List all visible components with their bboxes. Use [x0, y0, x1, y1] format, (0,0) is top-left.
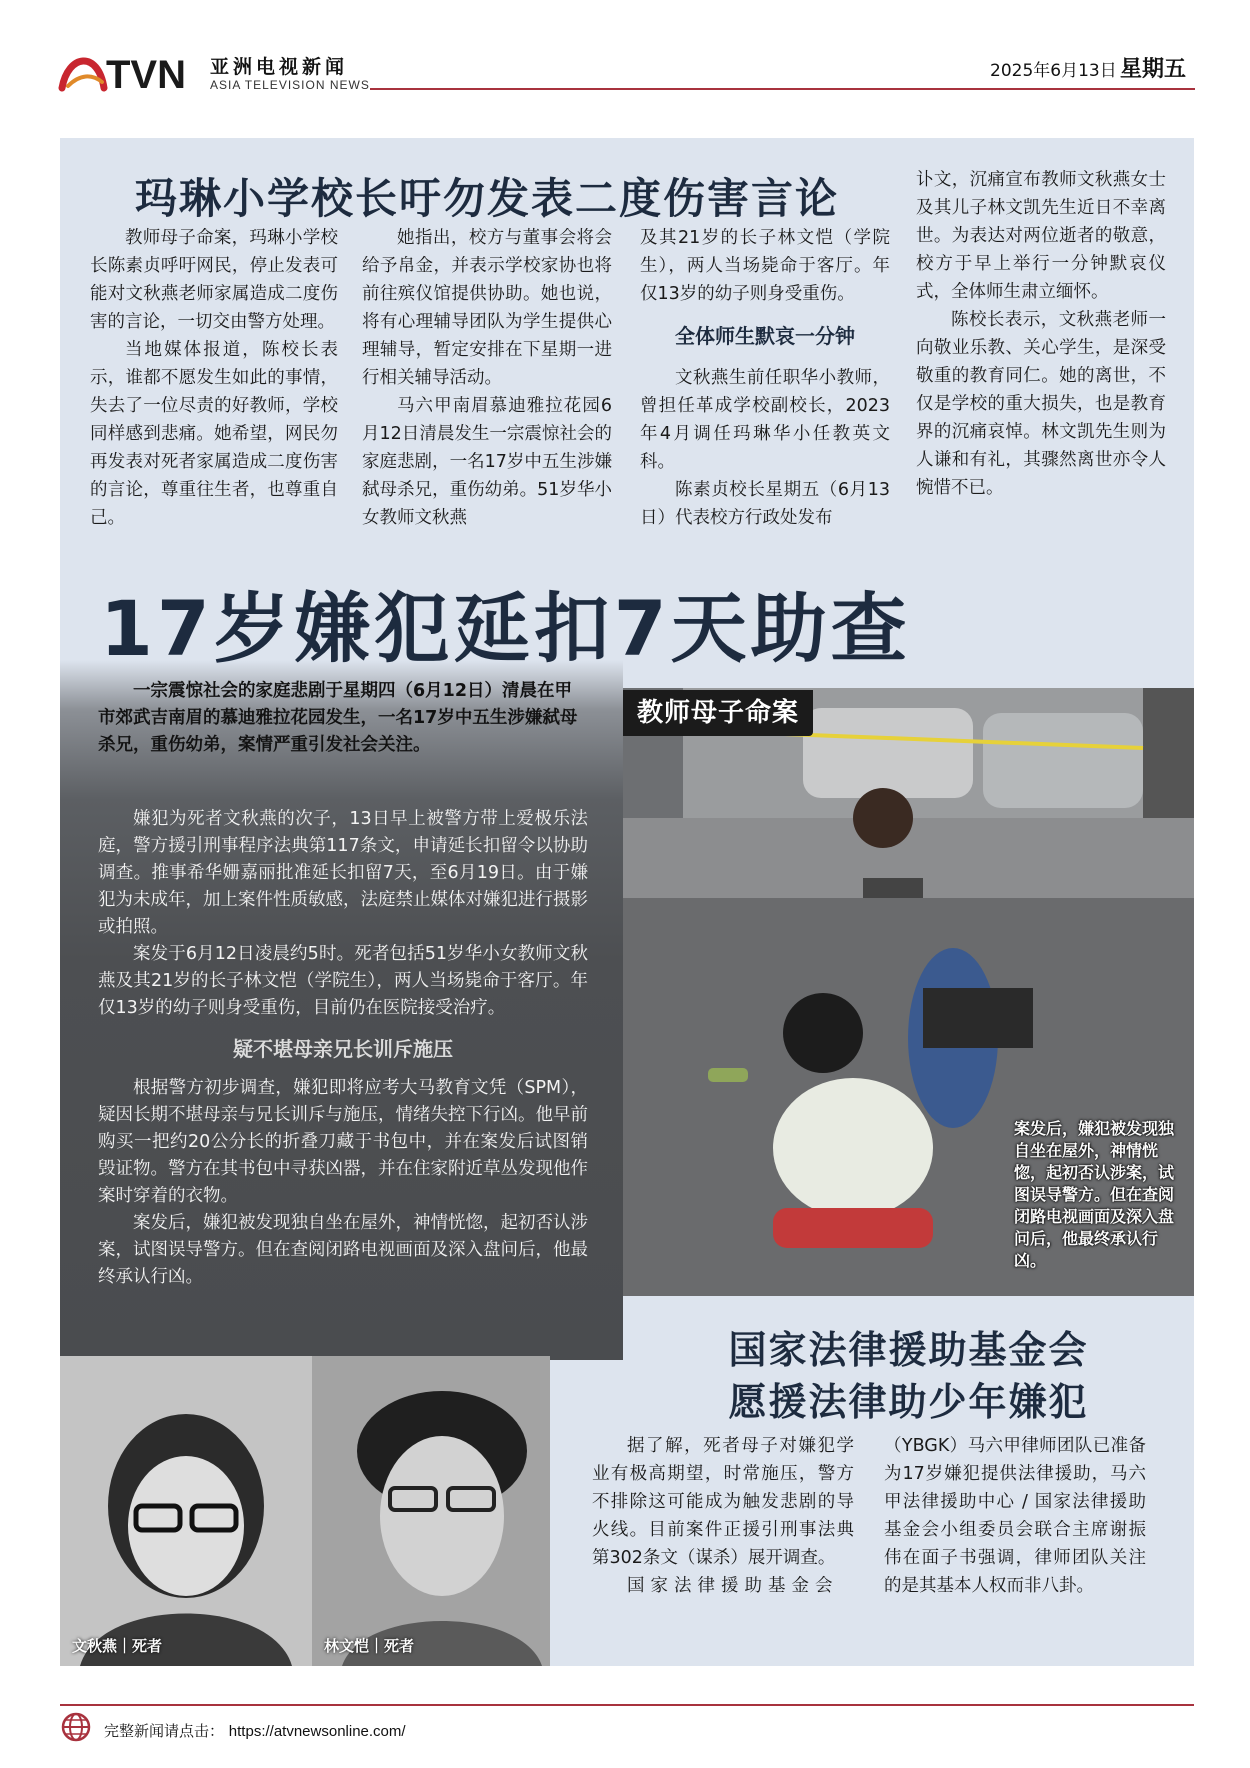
article3-column-1 — [592, 1432, 854, 1600]
article1-column-2 — [362, 224, 612, 532]
article2-body — [98, 806, 588, 1291]
article1-column-1 — [90, 224, 338, 532]
paragraph: 陈素贞校长星期五（6月13日）代表校方行政处发布 — [640, 480, 890, 528]
footer-prompt: 完整新闻请点击： — [104, 1722, 225, 1740]
paragraph: 根据警方初步调查，嫌犯即将应考大马教育文凭（SPM），疑因长期不堪母亲与兄长训斥与施压，情绪失控下行凶。他早前购买一把约20公分长的折叠刀藏于书包中，并在案发后试图销毁证物。警方在其书包中寻获凶器，并在住家附近草丛发现他作案时穿着的衣物。 — [98, 1078, 588, 1206]
paragraph: 案发于6月12日凌晨约5时。死者包括51岁华小女教师文秋燕及其21岁的长子林文恺（学院生），两人当场毙命于客厅。年仅13岁的幼子则身受重伤，目前仍在医院接受治疗。 — [98, 944, 588, 1018]
paragraph: 当地媒体报道，陈校长表示，谁都不愿发生如此的事情，失去了一位尽责的好教师，学校同样感到悲痛。她希望，网民勿再发表对死者家属造成二度伤害的言论，尊重往生者，也尊重自己。 — [90, 340, 338, 528]
portrait-son — [312, 1356, 550, 1666]
lead-paragraph: 一宗震惊社会的家庭悲剧于星期四（6月12日）清晨在甲市郊武吉南眉的慕迪雅拉花园发生，一名17岁中五生涉嫌弑母杀兄，重伤幼弟，案情严重引发社会关注。 — [98, 681, 578, 755]
article1-subheading: 全体师生默哀一分钟 — [675, 324, 855, 348]
paragraph: 据了解，死者母子对嫌犯学业有极高期望，时常施压，警方不排除这可能成为触发悲剧的导火线。目前案件正援引刑事法典第302条文（谋杀）展开调查。 — [592, 1436, 854, 1568]
paragraph: 她指出，校方与董事会将会给予帛金，并表示学校家协也将前往殡仪馆提供协助。她也说，将有心理辅导团队为学生提供心理辅导，暂定安排在下星期一进行相关辅导活动。 — [362, 228, 612, 388]
paragraph: 陈校长表示，文秋燕老师一向敬业乐教、关心学生，是深受敬重的教育同仁。她的离世，不仅是学校的重大损失，也是教育界的沉痛哀悼。林文凯先生则为人谦和有礼，其骤然离世亦令人惋惜不已。 — [916, 310, 1166, 498]
footer-link[interactable]: https://atvnewsonline.com/ — [228, 1723, 406, 1740]
article3-headline-line2: 愿援法律助少年嫌犯 — [728, 1380, 1089, 1424]
brand-name-cn: 亚洲电视新闻 — [210, 56, 349, 78]
paragraph: 案发后，嫌犯被发现独自坐在屋外，神情恍惚，起初否认涉案，试图误导警方。但在查阅闭路电视画面及深入盘问后，他最终承认行凶。 — [98, 1213, 588, 1287]
portrait-illustration — [312, 1356, 550, 1666]
article1-headline: 玛琳小学校长吁勿发表二度伤害言论 — [135, 174, 840, 223]
portrait-illustration — [60, 1356, 312, 1666]
masthead — [0, 0, 1250, 100]
paragraph: 马六甲南眉慕迪雅拉花园6月12日清晨发生一宗震惊社会的家庭悲剧，一名17岁中五生涉嫌弑母杀兄，重伤幼弟。51岁华小女教师文秋燕 — [362, 396, 612, 528]
article2-lead — [98, 678, 588, 759]
issue-date: 2025年6月13日 — [990, 61, 1117, 81]
paragraph: 及其21岁的长子林文恺（学院生），两人当场毙命于客厅。年仅13岁的幼子则身受重伤。 — [640, 228, 890, 304]
brand-name-en: ASIA TELEVISION NEWS — [210, 78, 370, 92]
photo-tag: 教师母子命案 — [623, 690, 813, 736]
article3-headline — [623, 1324, 1194, 1428]
atvn-logo — [58, 48, 198, 94]
article1-column-4 — [916, 166, 1166, 502]
article2-headline: 17岁嫌犯延扣7天助查 — [100, 584, 911, 673]
footer-text — [104, 1720, 406, 1741]
footer-rule — [60, 1704, 1194, 1706]
article1-column-3 — [640, 224, 890, 532]
article3-column-2 — [884, 1432, 1146, 1600]
portrait-caption-son: 林文恺｜死者 — [324, 1637, 415, 1655]
paragraph: 嫌犯为死者文秋燕的次子，13日早上被警方带上爱极乐法庭，警方援引刑事程序法典第117条文，申请延长扣留令以协助调查。推事希华姗嘉丽批准延长扣留7天，至6月19日。由于嫌犯为未成年，加上案件性质敏感，法庭禁止媒体对嫌犯进行摄影或拍照。 — [98, 809, 588, 937]
paragraph: 讣文，沉痛宣布教师文秋燕女士及其儿子林文凯先生近日不幸离世。为表达对两位逝者的敬意，校方于早上举行一分钟默哀仪式，全体师生肃立缅怀。 — [916, 170, 1166, 302]
article2-subheading: 疑不堪母亲兄长训斥施压 — [233, 1037, 453, 1061]
header-rule — [370, 88, 1195, 90]
portrait-caption-mother: 文秋燕｜死者 — [72, 1637, 163, 1655]
paragraph: 教师母子命案，玛琳小学校长陈素贞呼吁网民，停止发表可能对文秋燕老师家属造成二度伤害的言论，一切交由警方处理。 — [90, 228, 338, 332]
paragraph: 国家法律援助基金会 — [627, 1576, 839, 1596]
paragraph: 文秋燕生前任职华小教师，曾担任革成学校副校长，2023年4月调任玛琳华小任教英文科。 — [640, 368, 890, 472]
logo-text: TVN — [106, 53, 186, 94]
portrait-mother — [60, 1356, 312, 1666]
issue-weekday: 星期五 — [1120, 57, 1187, 82]
article3-headline-line1: 国家法律援助基金会 — [728, 1328, 1089, 1372]
paragraph: （YBGK）马六甲律师团队已准备为17岁嫌犯提供法律援助，马六甲法律援助中心 / 国家法律援助基金会小组委员会联合主席谢振伟在面子书强调，律师团队关注的是其基本人权而非八卦。 — [884, 1436, 1146, 1596]
globe-icon — [58, 1712, 94, 1742]
photo-caption: 案发后，嫌犯被发现独自坐在屋外，神情恍惚，起初否认涉案，试图误导警方。但在查阅闭路电视画面及深入盘问后，他最终承认行凶。 — [1014, 1119, 1175, 1270]
